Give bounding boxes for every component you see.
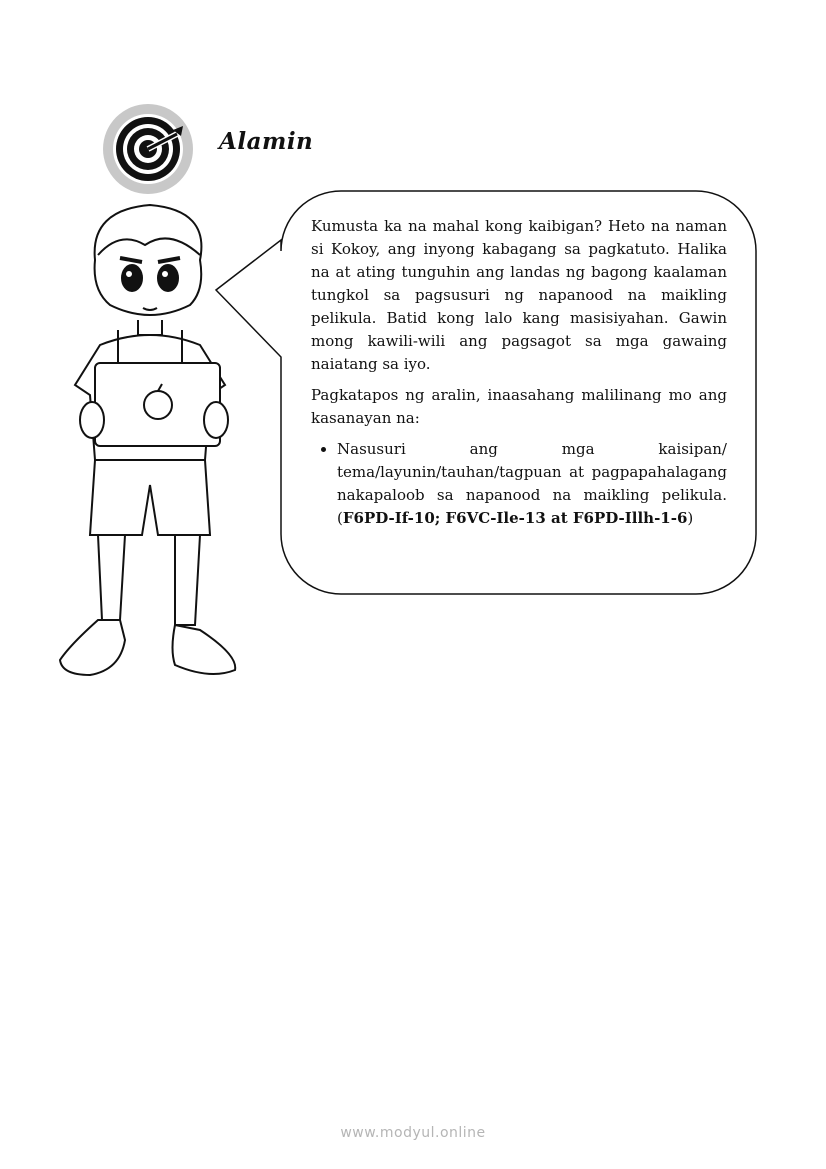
intro-paragraph: Kumusta ka na mahal kong kaibigan? Heto na naman si Kokoy, ang inyong kabagang sa pagkatuto. Halika na at ating tunguhin ang landas ng bagong kaalaman tungkol sa pagsusuri ng napanood na maikling pelikula. Batid kong lalo kang masisiyahan. Gawin mong kawili-wili ang pagsagot sa mga gawaing naiatang sa iyo. bbox=[311, 217, 727, 373]
objective-text: Nasusuri ang mga kaisipan/ tema/layunin/tauhan/tagpuan at pagpapahalagang nakapaloob sa napanood na maikling pelikula. ( bbox=[337, 440, 727, 527]
competency-codes: F6PD-If-10; F6VC-Ile-13 at F6PD-Illh-1-6 bbox=[342, 509, 688, 527]
objective-item bbox=[337, 438, 727, 530]
section-title: Alamin bbox=[219, 128, 314, 155]
bubble-content bbox=[311, 215, 727, 530]
watermark: www.modyul.online bbox=[340, 1125, 486, 1141]
objectives-list bbox=[311, 438, 727, 530]
objective-close: ) bbox=[687, 509, 694, 527]
objective-intro: Pagkatapos ng aralin, inaasahang malilinang mo ang kasanayan na: bbox=[311, 386, 727, 427]
kokoy-character-illustration bbox=[50, 200, 250, 690]
